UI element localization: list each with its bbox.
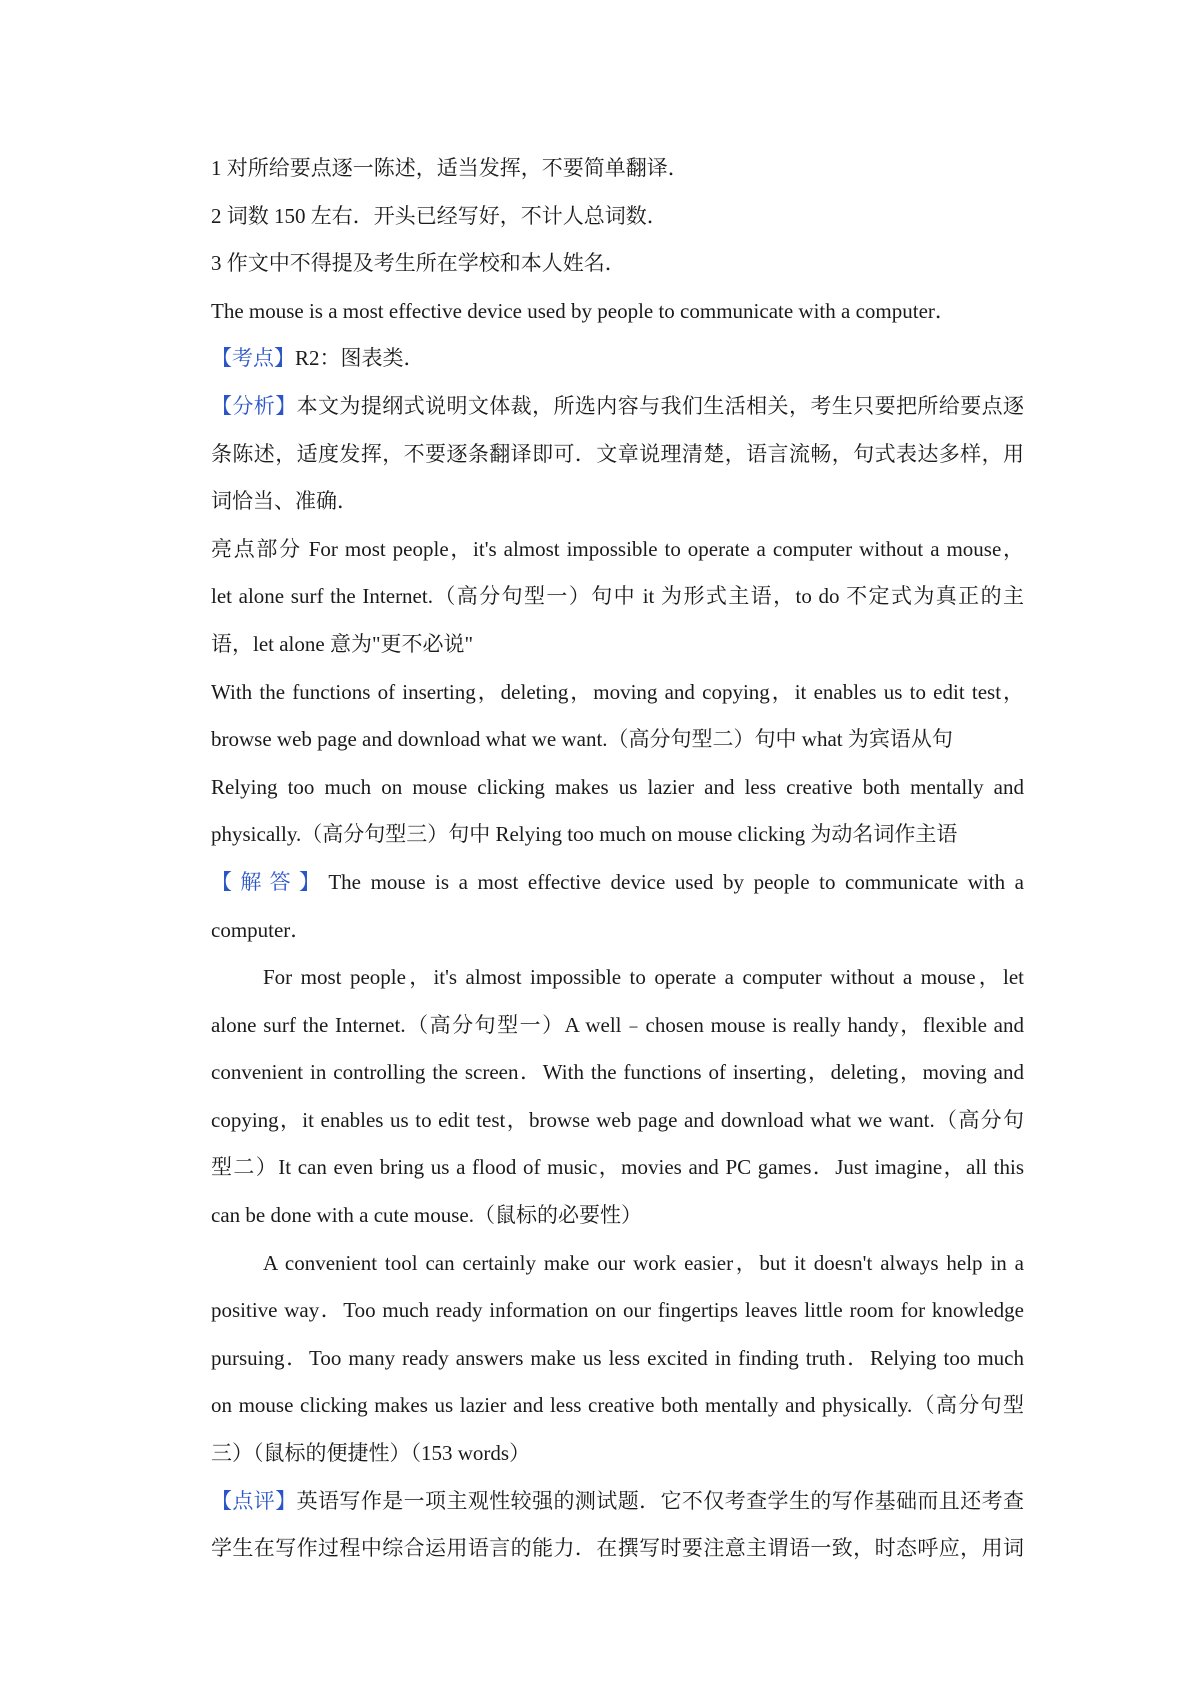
highlight-line-6: Relying too much on mouse clicking makes us lazier and less creative both mentally and bbox=[211, 774, 1024, 799]
highlight-line-7: physically.（高分句型三）句中 Relying too much on mouse clicking 为动名词作主语 bbox=[211, 822, 958, 847]
essay-p2-line-5: 三）（鼠标的便捷性）（153 words） bbox=[211, 1441, 531, 1466]
fenxi-line-3: 词恰当、准确． bbox=[211, 489, 358, 514]
essay-p1-line-1: For most people，it's almost impossible to operate a computer without a mouse，let bbox=[263, 965, 1024, 990]
essay-p1-line-6: can be done with a cute mouse.（鼠标的必要性） bbox=[211, 1203, 642, 1228]
highlight-line-2: let alone surf the Internet.（高分句型一）句中 it 为形式主语，to do 不定式为真正的主 bbox=[211, 584, 1024, 609]
kaodian-text: R2：图表类． bbox=[295, 346, 425, 371]
essay-p2-line-2: positive way．Too much ready information on our fingertips leaves little room for knowledge bbox=[211, 1298, 1024, 1323]
highlight-line-3: 语，let alone 意为"更不必说" bbox=[211, 631, 474, 656]
fenxi-line-2: 条陈述，适度发挥，不要逐条翻译即可．文章说理清楚，语言流畅，句式表达多样，用 bbox=[211, 441, 1024, 466]
fenxi-text-1: 本文为提纲式说明文体裁，所选内容与我们生活相关，考生只要把所给要点逐 bbox=[296, 393, 1025, 418]
essay-p2-line-3: pursuing．Too many ready answers make us less excited in finding truth．Relying too much bbox=[211, 1345, 1024, 1370]
jieda-first-line: The mouse is a most effective device used by people to communicate with a bbox=[328, 869, 1025, 894]
jieda-tag: 【解答】 bbox=[211, 869, 329, 894]
essay-p1-line-4: copying，it enables us to edit test，browse web page and download what we want.（高分句 bbox=[211, 1107, 1024, 1132]
essay-p2-line-1: A convenient tool can certainly make our work easier，but it doesn't always help in a bbox=[263, 1250, 1024, 1275]
opening-sentence: The mouse is a most effective device used by people to communicate with a computer． bbox=[211, 298, 956, 323]
document-page bbox=[211, 145, 1024, 1573]
essay-p1-line-2: alone surf the Internet.（高分句型一）A well﹣chosen mouse is really handy，flexible and bbox=[211, 1012, 1024, 1037]
highlight-line-5: browse web page and download what we want.（高分句型二）句中 what 为宾语从句 bbox=[211, 727, 953, 752]
jieda-line-1 bbox=[211, 859, 1024, 907]
requirement-1: 1 对所给要点逐一陈述，适当发挥，不要简单翻译． bbox=[211, 156, 689, 180]
jieda-line-2: computer． bbox=[211, 917, 312, 942]
fenxi-tag: 【分析】 bbox=[211, 393, 297, 418]
dianping-text-1: 英语写作是一项主观性较强的测试题．它不仅考查学生的写作基础而且还考查 bbox=[296, 1488, 1025, 1513]
kaodian-tag: 【考点】 bbox=[211, 346, 295, 371]
essay-p1-line-3: convenient in controlling the screen．With the functions of inserting，deleting，moving and bbox=[211, 1060, 1024, 1085]
requirement-3: 3 作文中不得提及考生所在学校和本人姓名． bbox=[211, 251, 626, 276]
requirement-2: 2 词数 150 左右．开头已经写好，不计人总词数． bbox=[211, 203, 668, 228]
dianping-tag: 【点评】 bbox=[211, 1488, 297, 1513]
fenxi-line-1 bbox=[211, 383, 1024, 431]
essay-p1-line-5: 型二）It can even bring us a flood of music，movies and PC games．Just imagine，all this bbox=[211, 1155, 1024, 1180]
highlight-line-4: With the functions of inserting，deleting，moving and copying，it enables us to edit test， bbox=[211, 679, 1024, 704]
highlight-line-1: 亮点部分 For most people，it's almost impossible to operate a computer without a mouse， bbox=[211, 536, 1024, 561]
essay-p2-line-4: on mouse clicking makes us lazier and less creative both mentally and physically.（高分句型 bbox=[211, 1393, 1024, 1418]
kaodian-section bbox=[211, 335, 1024, 383]
dianping-line-2: 学生在写作过程中综合运用语言的能力．在撰写时要注意主谓语一致，时态呼应，用词 bbox=[211, 1536, 1024, 1561]
dianping-line-1 bbox=[211, 1478, 1024, 1526]
